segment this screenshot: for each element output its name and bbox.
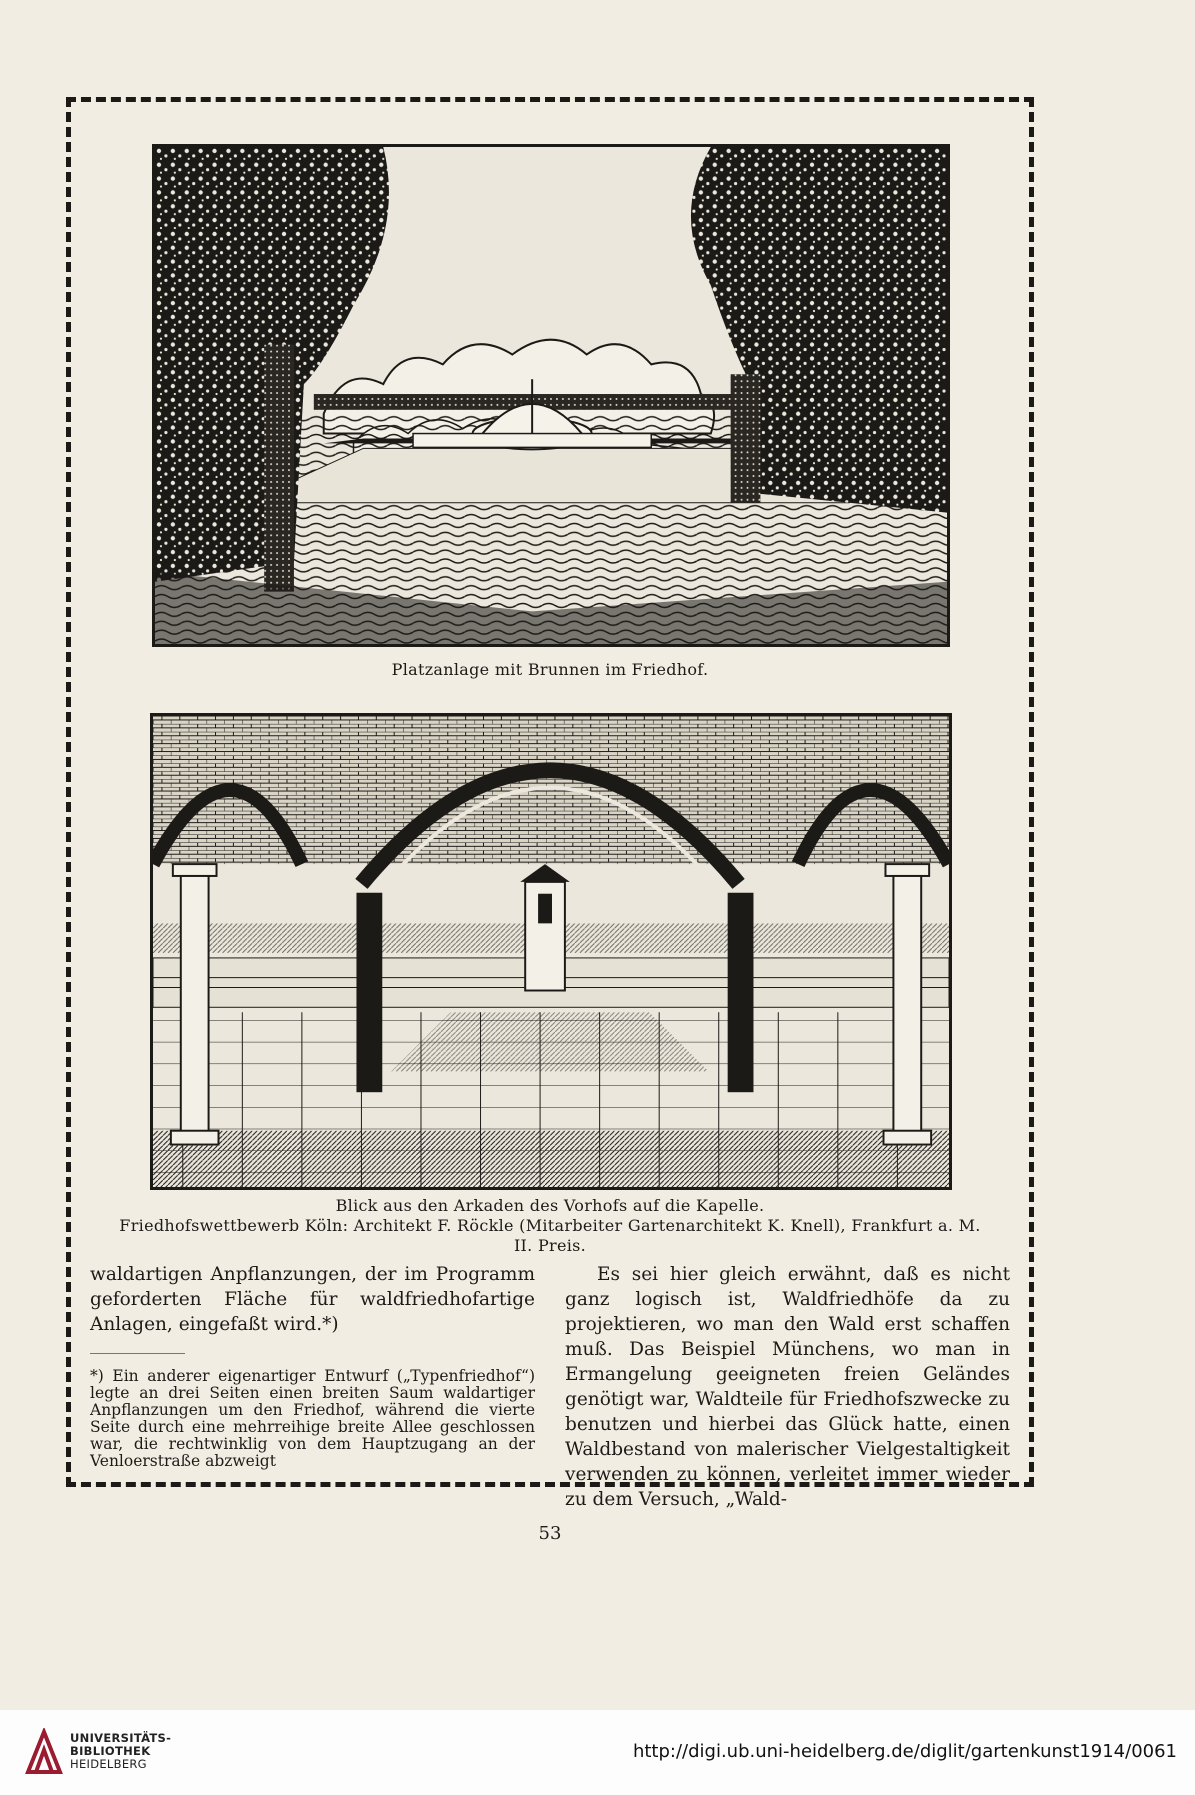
right-column [565, 1262, 1010, 1512]
page-number: 53 [538, 1523, 562, 1544]
arcade-chapel-illustration [150, 713, 952, 1190]
figure1-caption: Platzanlage mit Brunnen im Friedhof. [391, 660, 709, 679]
figure2-caption-line1: Blick aus den Arkaden des Vorhofs auf die Kapelle. [335, 1196, 765, 1215]
left-paragraph: waldartigen Anpflanzungen, der im Programm geforderten Fläche für waldfriedhofartige Anlagen, eingefaßt wird.*) [90, 1264, 535, 1335]
fountain-square-illustration [152, 144, 950, 647]
library-name: UNIVERSITÄTS- BIBLIOTHEK HEIDELBERG [70, 1731, 172, 1771]
figure2-caption-line2: Friedhofswettbewerb Köln: Architekt F. Röckle (Mitarbeiter Gartenarchitekt K. Knell), Frankfurt a. M. [119, 1216, 981, 1235]
right-paragraph: Es sei hier gleich erwähnt, daß es nicht ganz logisch ist, Waldfriedhöfe da zu projektieren, wo man den Wald erst schaffen muß. Das Beispiel Münchens, wo man in Ermangelung geeigneten freien Geländes genötigt war, Waldteile für Friedhofszwecke zu benutzen und hierbei das Glück hatte, einen Waldbestand von malerischer Vielgestaltigkeit verwenden zu können, verleitet immer wieder zu dem Versuch, „Wald- [565, 1264, 1010, 1510]
footnote: *) Ein anderer eigenartiger Entwurf („Typenfriedhof“) legte an drei Seiten einen breiten Saum waldartiger Anpflanzungen um den Friedhof, während die vierte Seite durch eine mehrreihige breite Allee geschlossen war, die rechtwinklig von dem Hauptzugang an der Venloerstraße abzweigt [90, 1367, 535, 1470]
figure2-caption-line3: II. Preis. [513, 1236, 587, 1255]
library-logo-icon [24, 1728, 64, 1776]
left-column [90, 1262, 535, 1470]
source-url-link[interactable]: http://digi.ub.uni-heidelberg.de/diglit/gartenkunst1914/0061 [632, 1741, 1177, 1762]
footer-bar [0, 1710, 1195, 1795]
footnote-rule [90, 1353, 185, 1354]
